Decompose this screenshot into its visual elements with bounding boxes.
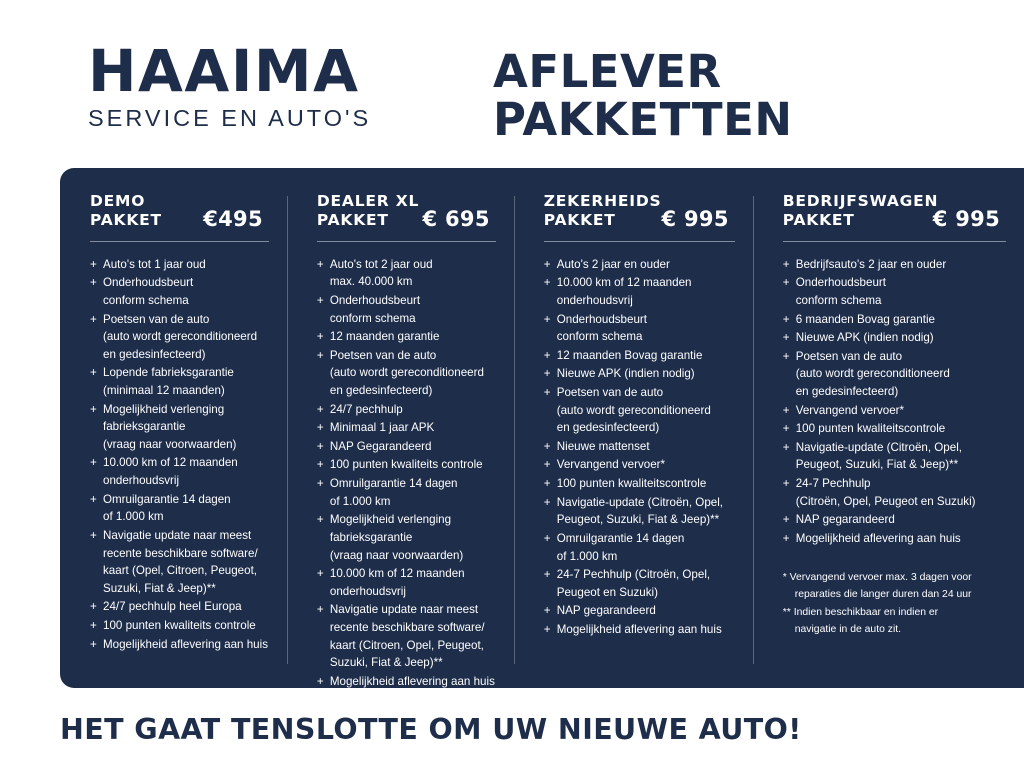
footnote-line: navigatie in de auto zit. [794, 624, 902, 636]
list-item [90, 311, 269, 364]
package-price: € 995 [661, 206, 729, 231]
package-title-line-2: PAKKET [782, 211, 855, 230]
list-item-line: 100 punten kwaliteitscontrole [556, 477, 707, 491]
list-item [90, 454, 269, 489]
list-item-line: Mogelijkheid verlenging [103, 402, 225, 416]
plus-icon: + [90, 618, 97, 632]
list-item-line: onderhoudsvrij [329, 584, 406, 598]
plus-icon: + [316, 330, 324, 344]
package-title-line-1: ZEKERHEIDS [543, 192, 662, 210]
plus-icon: + [543, 622, 551, 636]
plus-icon: + [316, 348, 324, 362]
list-item [90, 527, 269, 597]
list-item-line: Navigatie-update (Citroën, Opel, [556, 495, 724, 509]
plus-icon: + [543, 604, 551, 618]
plus-icon: + [90, 456, 97, 470]
list-item-line: Auto's 2 jaar en ouder [556, 257, 670, 271]
plus-icon: + [316, 513, 324, 527]
plus-icon: + [543, 458, 551, 472]
list-item [90, 274, 269, 309]
plus-icon: + [316, 439, 324, 453]
plus-icon: + [782, 312, 790, 326]
plus-icon: + [543, 367, 551, 381]
list-item-line: Mogelijkheid aflevering aan huis [329, 674, 495, 688]
list-item-line: conform schema [795, 293, 882, 307]
list-item-line: 100 punten kwaliteitscontrole [795, 422, 946, 436]
list-item-line: 10.000 km of 12 maanden [329, 567, 465, 581]
plus-icon: + [782, 257, 790, 271]
list-item-line: Mogelijkheid verlenging [329, 513, 452, 527]
list-item [317, 456, 496, 474]
list-item-line: 10.000 km of 12 maanden [103, 456, 238, 470]
list-item-line: Minimaal 1 jaar APK [329, 421, 435, 435]
package-feature-list [317, 256, 496, 691]
list-item-line: 24/7 pechhulp [329, 402, 403, 416]
list-item-line: en gedesinfecteerd) [795, 385, 899, 399]
list-item-line: Lopende fabrieksgarantie [103, 366, 234, 380]
plus-icon: + [90, 600, 97, 614]
list-item-line: onderhoudsvrij [103, 474, 180, 488]
package-header [544, 192, 735, 242]
list-item-line: recente beschikbare software/ [103, 546, 258, 560]
plus-icon: + [782, 440, 790, 454]
package-feature-list [544, 256, 735, 639]
headline-line-2: PAKKETTEN [493, 93, 793, 147]
list-item-line: (auto wordt gereconditioneerd [795, 367, 950, 381]
list-item-line: Onderhoudsbeurt [556, 312, 647, 326]
package-feature-list [783, 256, 1006, 548]
list-item-line: NAP gegarandeerd [556, 604, 656, 618]
list-item-line: Navigatie update naar meest [103, 528, 252, 542]
brand-subtitle: SERVICE EN AUTO'S [88, 105, 372, 132]
list-item [783, 311, 1006, 329]
list-item [544, 347, 735, 365]
plus-icon: + [543, 568, 551, 582]
list-item [783, 511, 1006, 529]
list-item-line: 6 maanden Bovag garantie [795, 312, 935, 326]
plus-icon: + [543, 348, 551, 362]
package-price: €495 [203, 206, 263, 231]
list-item [783, 475, 1006, 510]
footnote-line: ** Indien beschikbaar en indien er [782, 606, 939, 618]
plus-icon: + [543, 276, 551, 290]
list-item [544, 311, 735, 346]
list-item-line: Vervangend vervoer* [556, 458, 666, 472]
list-item-line: 12 maanden garantie [329, 330, 440, 344]
plus-icon: + [316, 674, 324, 688]
list-item-line: Poetsen van de auto [329, 348, 437, 362]
list-item-line: Peugeot, Suzuki, Fiat & Jeep)** [795, 458, 959, 472]
list-item-line: Mogelijkheid aflevering aan huis [103, 637, 268, 651]
plus-icon: + [316, 603, 324, 617]
list-item-line: conform schema [556, 330, 643, 344]
plus-icon: + [543, 477, 551, 491]
list-item-line: Onderhoudsbeurt [103, 276, 194, 290]
list-item [783, 420, 1006, 438]
plus-icon: + [90, 637, 97, 651]
list-item [317, 438, 496, 456]
plus-icon: + [90, 276, 97, 290]
list-item-line: 24-7 Pechhulp [795, 477, 871, 491]
package-title-line-2: PAKKET [543, 211, 616, 230]
list-item-line: Poetsen van de auto [795, 349, 903, 363]
list-item-line: kaart (Opel, Citroen, Peugeot, [103, 564, 258, 578]
package-price: € 695 [422, 206, 490, 231]
plus-icon: + [543, 531, 551, 545]
package-title-line-2: PAKKET [90, 211, 162, 230]
package-title [317, 192, 419, 231]
plus-icon: + [543, 439, 551, 453]
list-item-line: Vervangend vervoer* [795, 403, 905, 417]
list-item [544, 475, 735, 493]
list-item [783, 402, 1006, 420]
list-item-line: Mogelijkheid aflevering aan huis [795, 531, 961, 545]
list-item [783, 348, 1006, 401]
list-item-line: 100 punten kwaliteits controle [103, 618, 256, 632]
plus-icon: + [543, 386, 551, 400]
package-title-line-1: DEALER XL [316, 192, 420, 210]
list-item-line: Nieuwe mattenset [556, 439, 650, 453]
list-item-line: Auto's tot 1 jaar oud [103, 257, 206, 271]
brand-logo [88, 38, 438, 132]
plus-icon: + [316, 421, 324, 435]
list-item [90, 364, 269, 399]
list-item-line: Peugeot, Suzuki, Fiat & Jeep)** [556, 513, 720, 527]
list-item-line: Auto's tot 2 jaar oud [329, 257, 433, 271]
list-item-line: Navigatie-update (Citroën, Opel, [795, 440, 962, 454]
list-item-line: Poetsen van de auto [556, 386, 664, 400]
list-item-line: Omruilgarantie 14 dagen [556, 531, 685, 545]
list-item-line: Omruilgarantie 14 dagen [329, 477, 458, 491]
list-item-line: (auto wordt gereconditioneerd [556, 403, 711, 417]
list-item-line: (Citroën, Opel, Peugeot en Suzuki) [795, 494, 976, 508]
list-item-line: of 1.000 km [103, 510, 164, 524]
plus-icon: + [90, 492, 97, 506]
list-item [317, 673, 496, 691]
list-item-line: (minimaal 12 maanden) [103, 384, 225, 398]
list-item [317, 292, 496, 327]
plus-icon: + [782, 531, 790, 545]
list-item [544, 602, 735, 620]
list-item [783, 439, 1006, 474]
package-title [544, 192, 662, 231]
list-item [317, 401, 496, 419]
list-item-line: Nieuwe APK (indien nodig) [556, 367, 695, 381]
list-item [317, 256, 496, 291]
package-column [514, 186, 753, 674]
plus-icon: + [543, 495, 551, 509]
list-item-line: conform schema [329, 311, 416, 325]
plus-icon: + [90, 366, 97, 380]
page-title [493, 38, 793, 147]
list-item [544, 256, 735, 274]
list-item-line: en gedesinfecteerd) [556, 421, 660, 435]
package-header [317, 192, 496, 242]
list-item-line: NAP Gegarandeerd [329, 439, 432, 453]
list-item [317, 328, 496, 346]
list-item-line: 24-7 Pechhulp (Citroën, Opel, [556, 568, 711, 582]
list-item [317, 475, 496, 510]
list-item [544, 365, 735, 383]
list-item-line: Navigatie update naar meest [329, 603, 479, 617]
list-item [783, 530, 1006, 548]
packages-panel [60, 168, 1024, 688]
footnote-line: * Vervangend vervoer max. 3 dagen voor [782, 571, 972, 583]
list-item [317, 601, 496, 671]
list-item [783, 274, 1006, 309]
plus-icon: + [90, 402, 97, 416]
package-feature-list [90, 256, 269, 653]
list-item-line: en gedesinfecteerd) [329, 384, 433, 398]
list-item-line: Omruilgarantie 14 dagen [103, 492, 231, 506]
list-item-line: conform schema [103, 293, 189, 307]
brand-name: HAAIMA [88, 37, 360, 105]
package-title [782, 192, 939, 231]
list-item-line: NAP gegarandeerd [795, 513, 895, 527]
plus-icon: + [543, 312, 551, 326]
tagline: HET GAAT TENSLOTTE OM UW NIEUWE AUTO! [60, 713, 802, 746]
list-item-line: Peugeot en Suzuki) [556, 585, 658, 599]
list-item [544, 274, 735, 309]
package-title-line-1: DEMO [90, 192, 146, 210]
list-item-line: Onderhoudsbeurt [795, 276, 886, 290]
list-item [90, 491, 269, 526]
list-item [544, 438, 735, 456]
package-price: € 995 [932, 206, 1000, 231]
package-header [783, 192, 1006, 242]
list-item [544, 530, 735, 565]
list-item-line: fabrieksgarantie [103, 420, 186, 434]
plus-icon: + [782, 349, 790, 363]
plus-icon: + [782, 331, 790, 345]
list-item [783, 256, 1006, 274]
list-item-line: onderhoudsvrij [556, 293, 633, 307]
list-item-line: (auto wordt gereconditioneerd [329, 366, 484, 380]
list-item [90, 636, 269, 654]
plus-icon: + [316, 257, 324, 271]
list-item [783, 329, 1006, 347]
plus-icon: + [316, 293, 324, 307]
footnote-line: reparaties die langer duren dan 24 uur [794, 589, 972, 601]
list-item-line: en gedesinfecteerd) [103, 347, 206, 361]
package-title-line-2: PAKKET [316, 211, 389, 230]
plus-icon: + [543, 257, 551, 271]
list-item-line: fabrieksgarantie [329, 530, 413, 544]
list-item-line: (vraag naar voorwaarden) [103, 437, 237, 451]
list-item-line: of 1.000 km [329, 494, 391, 508]
list-item-line: Mogelijkheid aflevering aan huis [556, 622, 722, 636]
plus-icon: + [782, 422, 790, 436]
plus-icon: + [90, 257, 97, 271]
plus-icon: + [782, 513, 790, 527]
list-item [90, 401, 269, 454]
list-item [544, 494, 735, 529]
list-item [544, 456, 735, 474]
list-item [317, 511, 496, 564]
package-title [90, 192, 162, 231]
plus-icon: + [90, 528, 97, 542]
list-item-line: Poetsen van de auto [103, 312, 210, 326]
list-item-line: (auto wordt gereconditioneerd [103, 330, 258, 344]
package-title-line-1: BEDRIJFSWAGEN [782, 192, 939, 210]
plus-icon: + [316, 567, 324, 581]
list-item [544, 566, 735, 601]
list-item [317, 565, 496, 600]
package-column [753, 186, 1024, 674]
list-item-line: of 1.000 km [556, 549, 618, 563]
list-item [90, 598, 269, 616]
plus-icon: + [316, 402, 324, 416]
list-item-line: Suzuki, Fiat & Jeep)** [329, 656, 443, 670]
list-item-line: recente beschikbare software/ [329, 620, 485, 634]
plus-icon: + [316, 458, 324, 472]
list-item-line: kaart (Citroen, Opel, Peugeot, [329, 638, 484, 652]
list-item [317, 419, 496, 437]
footnotes [783, 570, 1006, 638]
plus-icon: + [316, 477, 324, 491]
list-item-line: 12 maanden Bovag garantie [556, 348, 703, 362]
list-item-line: 24/7 pechhulp heel Europa [103, 600, 242, 614]
plus-icon: + [90, 312, 97, 326]
package-header [90, 192, 269, 242]
list-item-line: Suzuki, Fiat & Jeep)** [103, 581, 216, 595]
plus-icon: + [782, 477, 790, 491]
list-item-line: max. 40.000 km [329, 275, 413, 289]
list-item [90, 617, 269, 635]
list-item [544, 384, 735, 437]
header [88, 38, 964, 148]
list-item [317, 347, 496, 400]
list-item-line: 100 punten kwaliteits controle [329, 458, 483, 472]
list-item [544, 621, 735, 639]
list-item-line: Bedrijfsauto's 2 jaar en ouder [795, 257, 947, 271]
list-item-line: 10.000 km of 12 maanden [556, 276, 692, 290]
list-item-line: Onderhoudsbeurt [329, 293, 421, 307]
plus-icon: + [782, 276, 790, 290]
plus-icon: + [782, 403, 790, 417]
package-column [287, 186, 514, 688]
headline-line-1: AFLEVER [493, 45, 722, 98]
list-item-line: (vraag naar voorwaarden) [329, 548, 464, 562]
list-item-line: Nieuwe APK (indien nodig) [795, 331, 934, 345]
package-column [60, 186, 287, 674]
list-item [90, 256, 269, 274]
